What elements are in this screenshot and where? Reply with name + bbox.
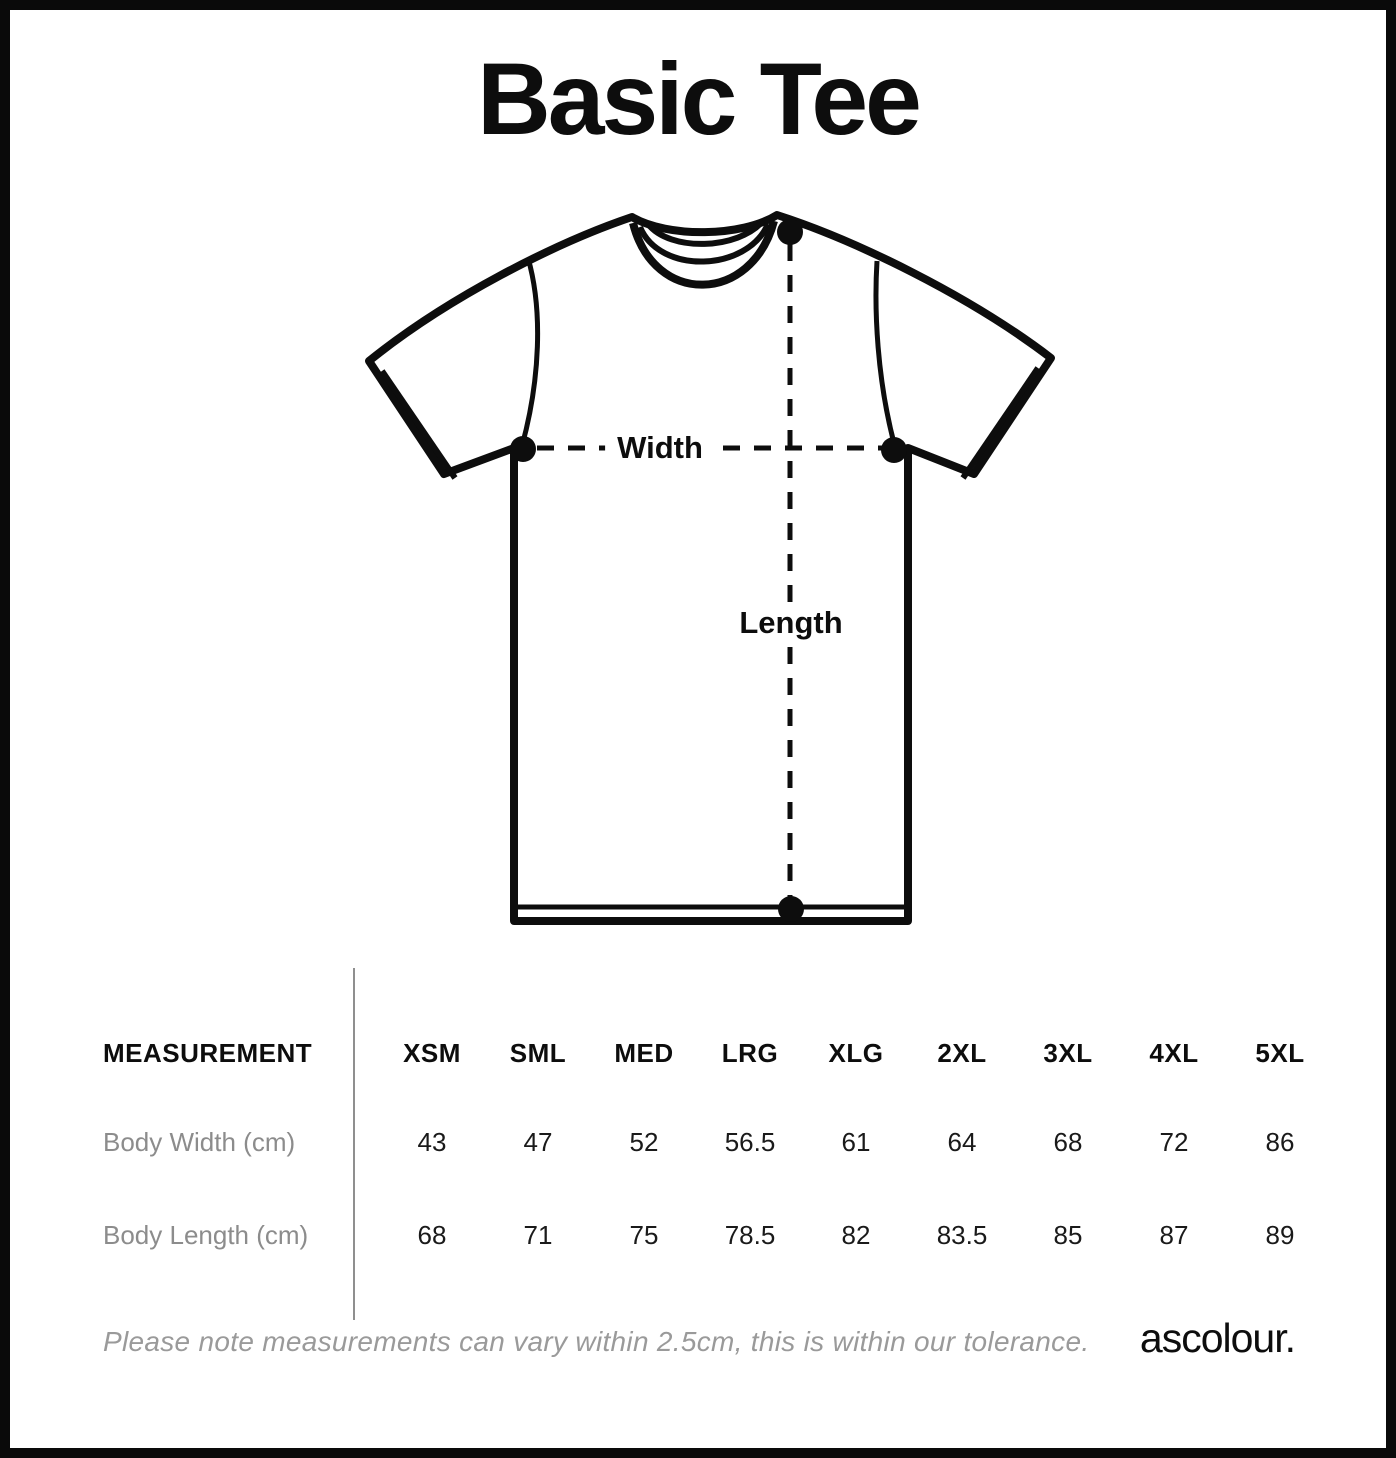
body-width-value: 64 bbox=[947, 1127, 977, 1157]
body-length-value: 71 bbox=[523, 1220, 553, 1250]
right-armpit-dot bbox=[881, 437, 907, 463]
shoulder-point-dot bbox=[777, 219, 803, 245]
row-label-body-width: Body Width (cm) bbox=[103, 1127, 296, 1157]
size-header-lrg: LRG bbox=[721, 1037, 779, 1068]
size-header-2xl: 2XL bbox=[937, 1037, 987, 1068]
tee-outline bbox=[369, 215, 1051, 921]
size-header-5xl: 5XL bbox=[1255, 1037, 1305, 1068]
size-header-sml: SML bbox=[509, 1037, 567, 1068]
width-dimension-label: Width bbox=[605, 428, 715, 468]
body-width-value: 47 bbox=[523, 1127, 553, 1157]
row-label-body-length: Body Length (cm) bbox=[103, 1220, 309, 1250]
brand-logo: ascolour. bbox=[1139, 1315, 1295, 1361]
body-length-value: 78.5 bbox=[724, 1220, 776, 1250]
size-header-xsm: XSM bbox=[403, 1037, 461, 1068]
tolerance-note: Please note measurements can vary within 2.5cm, this is within our tolerance. bbox=[103, 1326, 1090, 1357]
body-length-value: 87 bbox=[1159, 1220, 1189, 1250]
body-length-value: 83.5 bbox=[936, 1220, 988, 1250]
body-width-value: 56.5 bbox=[724, 1127, 776, 1157]
body-width-value: 72 bbox=[1159, 1127, 1189, 1157]
hem-point-dot bbox=[778, 896, 804, 922]
body-width-value: 68 bbox=[1053, 1127, 1083, 1157]
measurement-column-header: MEASUREMENT bbox=[103, 1037, 313, 1068]
size-header-4xl: 4XL bbox=[1149, 1037, 1199, 1068]
body-length-value: 68 bbox=[417, 1220, 447, 1250]
length-dimension-label: Length bbox=[727, 603, 854, 643]
size-header-med: MED bbox=[614, 1037, 674, 1068]
tshirt-diagram bbox=[350, 190, 1070, 950]
body-width-value: 43 bbox=[417, 1127, 447, 1157]
body-length-value: 85 bbox=[1053, 1220, 1083, 1250]
size-table bbox=[103, 1010, 1333, 1282]
size-header-xlg: XLG bbox=[828, 1037, 884, 1068]
body-length-value: 75 bbox=[629, 1220, 659, 1250]
body-length-value: 89 bbox=[1265, 1220, 1295, 1250]
body-width-value: 52 bbox=[629, 1127, 659, 1157]
size-header-3xl: 3XL bbox=[1043, 1037, 1093, 1068]
page-title: Basic Tee bbox=[477, 42, 919, 156]
body-width-value: 61 bbox=[841, 1127, 871, 1157]
body-length-value: 82 bbox=[841, 1220, 871, 1250]
left-armpit-dot bbox=[510, 436, 536, 462]
body-width-value: 86 bbox=[1265, 1127, 1295, 1157]
